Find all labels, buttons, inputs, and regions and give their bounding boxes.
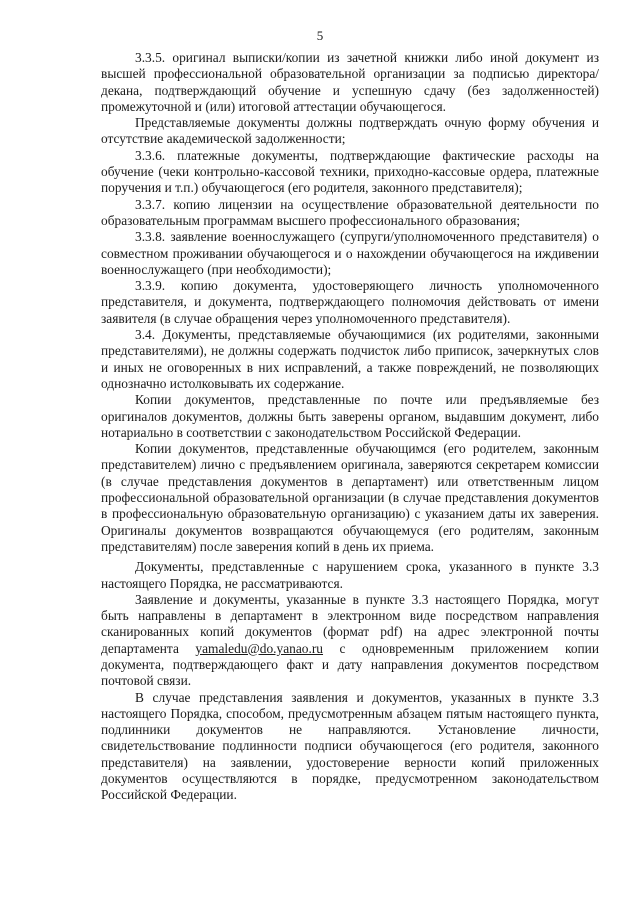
electronic-submission-text-before: Заявление и документы, указанные в пункте 3.3 настоящего Порядка, могут быть направлены в департамент в электронном виде посредством направления сканированных копий документов (формат pdf) на адрес электронной почты департамента <box>101 591 599 656</box>
paragraph-copies-in-person: Копии документов, представленные обучающимся (его родителем, законным представителем) лично с предъявлением оригинала, заверяются секретарем комиссии (в случае представления документов в департамент) или ответственным лицом профессиональной образовательной организации (в случае представления документов в профессиональную образовательную организацию) с указанием даты их заверения. Оригиналы документов возвращаются обучающемуся (его родителям, законным представителям) после заверения копий в день их приема. <box>101 441 599 554</box>
department-email-link[interactable]: yamaledu@do.yanao.ru <box>195 640 324 656</box>
paragraph-3-3-5: 3.3.5. оригинал выписки/копии из зачетной книжки либо иной документ из высшей профессиональной образовательной организации за подписью директора/декана, подтверждающий обучение и успешную сдачу (без задолженностей) промежуточной и (или) итоговой аттестации обучающегося. <box>101 50 599 114</box>
document-body <box>101 50 599 804</box>
paragraph-late-documents: Документы, представленные с нарушением срока, указанного в пункте 3.3 настоящего Порядка, не рассматриваются. <box>101 559 599 591</box>
paragraph-3-3-9: 3.3.9. копию документа, удостоверяющего личность уполномоченного представителя, и документа, подтверждающего полномочия действовать от имени заявителя (в случае обращения через уполномоченного представителя). <box>101 278 599 326</box>
paragraph-copies-by-mail: Копии документов, представленные по почте или предъявляемые без оригиналов документов, должны быть заверены органом, выдавшим документ, либо нотариально в соответствии с законодательством Российской Федерации. <box>101 392 599 440</box>
page-number: 5 <box>316 28 324 43</box>
electronic-submission-text-after: с одновременным приложением копии документа, подтверждающего факт и дату направления документов посредством почтовой связи. <box>101 640 600 689</box>
paragraph-originals-not-sent: В случае представления заявления и документов, указанных в пункте 3.3 настоящего Порядка, способом, предусмотренным абзацем пятым настоящего пункта, подлинники документов не направляются. Установление личности, свидетельствование подлинности подписи обучающегося (его родителя, законного представителя) на заявлении, удостоверение верности копий приложенных документов осуществляются в порядке, предусмотренном законодательством Российской Федерации. <box>101 689 599 803</box>
paragraph-3-3-8: 3.3.8. заявление военнослужащего (супруги/уполномоченного представителя) о совместном проживании обучающегося и о нахождении обучающегося на иждивении военнослужащего (при необходимости); <box>101 229 599 277</box>
paragraph-3-3-6: 3.3.6. платежные документы, подтверждающие фактические расходы на обучение (чеки контрольно-кассовой техники, приходно-кассовые ордера, платежные поручения и т.п.) обучающегося (его родителя, законного представителя); <box>101 147 599 196</box>
paragraph-3-3-7: 3.3.7. копию лицензии на осуществление образовательной деятельности по образовательным программам высшего профессионального образования; <box>101 196 599 228</box>
paragraph-electronic-submission <box>101 592 599 690</box>
paragraph-3-4: 3.4. Документы, представляемые обучающимися (их родителями, законными представителями), не должны содержать подчисток либо приписок, зачеркнутых слов и иных не оговоренных в них исправлений, а также повреждений, не позволяющих однозначно истолковывать их содержание. <box>101 327 599 391</box>
paragraph-form-of-study: Представляемые документы должны подтверждать очную форму обучения и отсутствие академической задолженности; <box>101 115 599 147</box>
